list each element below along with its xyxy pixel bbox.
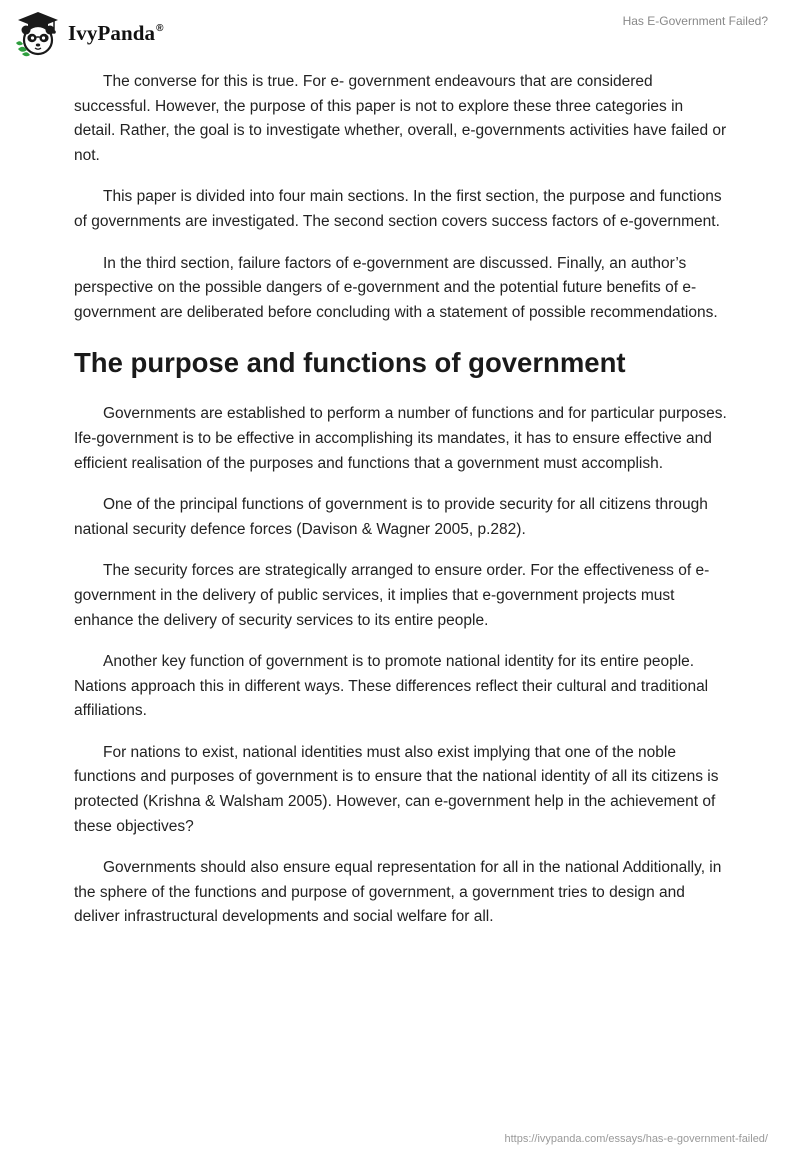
paragraph: Another key function of government is to promote national identity for its entire people. Nations approach this in different ways. These differences reflect their cultural and traditional affiliations. bbox=[74, 653, 709, 720]
page-header bbox=[0, 0, 800, 66]
paragraph: This paper is divided into four main sections. In the first section, the purpose and functions of governments are investigated. The second section covers success factors of e-government. bbox=[74, 188, 722, 230]
ivypanda-logo[interactable] bbox=[14, 9, 164, 57]
essay-content bbox=[74, 70, 728, 947]
paragraph: The converse for this is true. For e- government endeavours that are considered successful. However, the purpose of this paper is not to explore these three categories in detail. Rather, the goal is to investigate whether, overall, e-governments activities have failed or not. bbox=[74, 73, 727, 164]
brand-name: IvyPanda® bbox=[68, 20, 164, 45]
paragraph: Governments are established to perform a number of functions and for particular purposes. Ife-government is to be effective in accomplishing its mandates, it has to ensure effective and efficient realisation of the purposes and functions that a government must accomplish. bbox=[74, 405, 727, 472]
paragraph: In the third section, failure factors of e-government are discussed. Finally, an author’s perspective on the possible dangers of e-government and the potential future benefits of e-government are deliberated before concluding with a statement of possible recommendations. bbox=[74, 254, 718, 321]
document-title: Has E-Government Failed? bbox=[622, 14, 768, 28]
section-heading: The purpose and functions of government bbox=[74, 347, 626, 379]
paragraph: Governments should also ensure equal representation for all in the national Additionally, in the sphere of the functions and purpose of government, a government tries to design and deliver infrastructural developments and social welfare for all. bbox=[74, 859, 722, 926]
paragraph: One of the principal functions of government is to provide security for all citizens through national security defence forces (Davison & Wagner 2005, p.282). bbox=[74, 496, 708, 538]
panda-graduate-icon bbox=[14, 9, 62, 57]
source-url[interactable]: https://ivypanda.com/essays/has-e-government-failed/ bbox=[504, 1133, 768, 1145]
paragraph: For nations to exist, national identities must also exist implying that one of the noble functions and purposes of government is to ensure that the national identity of all its citizens is protected (Krishna & Walsham 2005). However, can e-government help in the achievement of these objectives? bbox=[74, 743, 719, 835]
paragraph: The security forces are strategically arranged to ensure order. For the effectiveness of e- government in the delivery of public services, it implies that e-government projects must enhance the delivery of security services to its entire people. bbox=[74, 562, 710, 629]
